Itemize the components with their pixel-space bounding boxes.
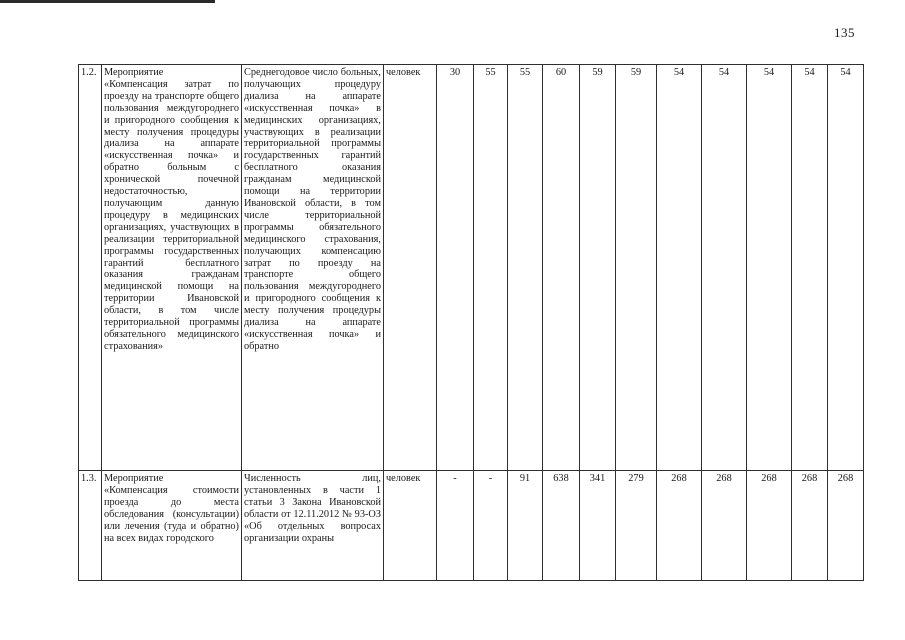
value-cell: 59 xyxy=(616,65,657,471)
value-cell: 54 xyxy=(792,65,828,471)
value-cell: 268 xyxy=(657,471,702,581)
row-number: 1.2. xyxy=(79,65,102,471)
value-cell: 268 xyxy=(702,471,747,581)
top-border-line xyxy=(0,0,215,3)
value-cell: 60 xyxy=(543,65,580,471)
value-cell: 55 xyxy=(508,65,543,471)
value-cell: 268 xyxy=(747,471,792,581)
value-cell: 268 xyxy=(792,471,828,581)
value-cell: 54 xyxy=(828,65,864,471)
unit-of-measure: человек xyxy=(384,65,437,471)
row-number: 1.3. xyxy=(79,471,102,581)
table-row xyxy=(79,65,864,471)
indicator-name: Численность лиц, установленных в части 1 статьи 3 Закона Ивановской области от 12.11.2012 № 93-ОЗ «Об отдельных вопросах организации охраны xyxy=(242,471,384,581)
value-cell: 30 xyxy=(437,65,474,471)
value-cell: 341 xyxy=(580,471,616,581)
value-cell: 59 xyxy=(580,65,616,471)
value-cell: 268 xyxy=(828,471,864,581)
value-cell: 54 xyxy=(747,65,792,471)
value-cell: 55 xyxy=(474,65,508,471)
value-cell: - xyxy=(437,471,474,581)
value-cell: 54 xyxy=(702,65,747,471)
unit-of-measure: человек xyxy=(384,471,437,581)
measure-name: Мероприятие «Компенсация затрат по проезду на транспорте общего пользования междугороднего и пригородного сообщения к месту получения процедуры диализа на аппарате «искусственная почка» и обратно больным с хронической почечной недостаточностью, получающим данную процедуру в медицинских организациях, участвующих в реализации территориальной программы государственных гарантий бесплатного оказания гражданам медицинской помощи на территории Ивановской области, в том числе территориальной программы обязательного медицинского страхования» xyxy=(102,65,242,471)
program-indicators-table xyxy=(78,64,864,581)
indicator-name: Среднегодовое число больных, получающих процедуру диализа на аппарате «искусственная почка» в медицинских организациях, участвующих в реализации территориальной программы государственных гарантий бесплатного оказания гражданам медицинской помощи на территории Ивановской области, в том числе территориальной программы обязательного медицинского страхования, получающих компенсацию затрат по проезду на транспорте общего пользования междугороднего и пригородного сообщения к месту получения процедуры диализа на аппарате «искусственная почка» и обратно xyxy=(242,65,384,471)
page-number: 135 xyxy=(834,25,855,40)
table-row xyxy=(79,471,864,581)
value-cell: - xyxy=(474,471,508,581)
measure-name: Мероприятие «Компенсация стоимости проезда до места обследования (консультации) или лечения (туда и обратно) на всех видах городского xyxy=(102,471,242,581)
value-cell: 279 xyxy=(616,471,657,581)
value-cell: 91 xyxy=(508,471,543,581)
value-cell: 638 xyxy=(543,471,580,581)
value-cell: 54 xyxy=(657,65,702,471)
